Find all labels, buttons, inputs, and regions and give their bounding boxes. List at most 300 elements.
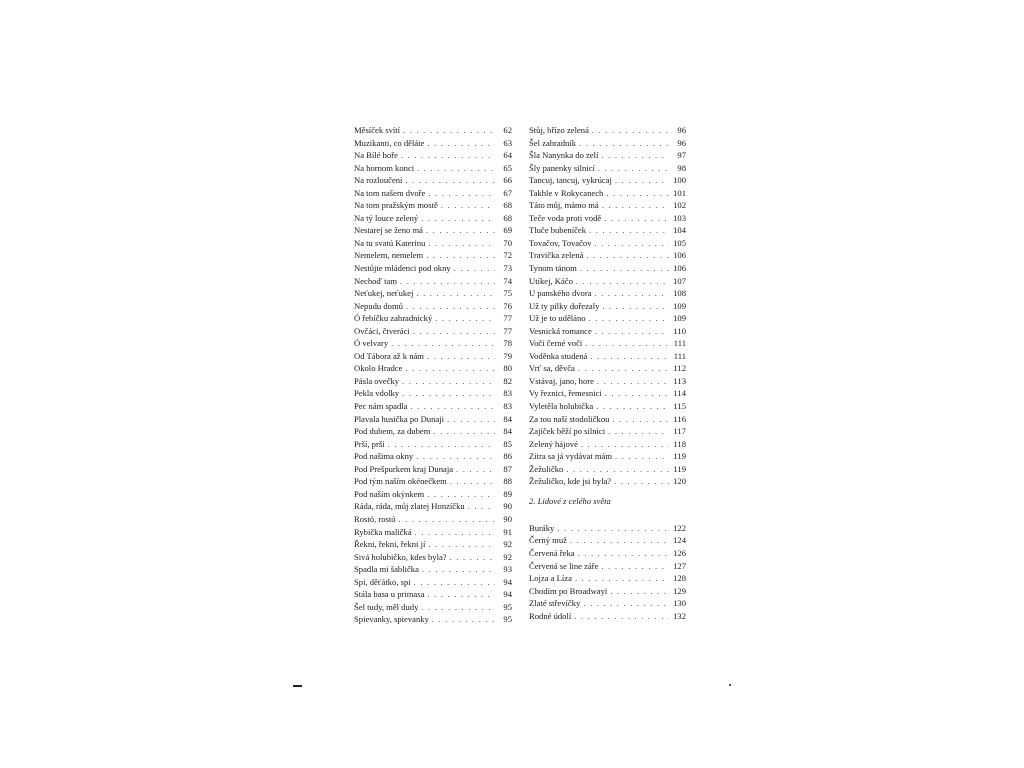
- toc-entry: [529, 350, 686, 363]
- toc-entry: [354, 212, 512, 225]
- entry-page-number: 84: [503, 413, 512, 424]
- toc-entry: [529, 312, 686, 325]
- entry-page-number: 76: [503, 300, 512, 311]
- entry-title: Pec nám spadla: [354, 401, 408, 412]
- entry-page-number: 67: [503, 187, 512, 198]
- entry-title: Nemelem, nemelem: [354, 250, 424, 261]
- entry-page-number: 102: [673, 200, 686, 211]
- toc-entry: [354, 563, 512, 576]
- entry-title: Šly panenky silnicí: [529, 162, 595, 173]
- entry-page-number: 105: [673, 237, 686, 248]
- entry-page-number: 68: [503, 200, 512, 211]
- entry-title: Stála basa u primasa: [354, 589, 425, 600]
- dot-leader: [426, 224, 495, 237]
- entry-title: Žežuličko, kde jsi byla?: [529, 476, 612, 487]
- entry-title: Pásla ovečky: [354, 375, 400, 386]
- toc-entry: [354, 387, 512, 400]
- toc-entry: [354, 488, 512, 501]
- dot-leader: [401, 149, 495, 162]
- entry-page-number: 114: [673, 388, 686, 399]
- dot-leader: [417, 162, 495, 175]
- dot-leader: [592, 124, 669, 137]
- entry-page-number: 97: [677, 150, 686, 161]
- toc-entry: [529, 199, 686, 212]
- entry-page-number: 73: [503, 263, 512, 274]
- entry-title: Ráda, ráda, můj zlatej Honzíčku: [354, 501, 465, 512]
- entry-title: Nechoď tam: [354, 275, 398, 286]
- dot-leader: [596, 400, 669, 413]
- entry-title: Nestarej se ženo má: [354, 225, 423, 236]
- toc-entry: [354, 350, 512, 363]
- toc-entry: [529, 560, 686, 573]
- toc-entry: [354, 526, 512, 539]
- toc-entry: [354, 400, 512, 413]
- entry-title: Vesnická romance: [529, 325, 592, 336]
- entry-title: Nepudu domů: [354, 300, 403, 311]
- entry-title: Lojza a Líza: [529, 573, 572, 584]
- entry-page-number: 90: [503, 501, 512, 512]
- entry-page-number: 132: [673, 610, 686, 621]
- entry-title: Plavala husička po Dunaji: [354, 413, 444, 424]
- entry-title: Řekni, řekni, řekni jí: [354, 539, 426, 550]
- dot-leader: [410, 400, 495, 413]
- entry-page-number: 122: [673, 522, 686, 533]
- toc-entry: [529, 325, 686, 338]
- entry-title: Nestůjte mládenci pod okny: [354, 263, 451, 274]
- entry-title: Šel tudy, měl dudy: [354, 601, 419, 612]
- dot-leader: [612, 413, 669, 426]
- toc-entry: [354, 613, 512, 626]
- toc-entry: [354, 413, 512, 426]
- entry-title: U panského dvora: [529, 288, 592, 299]
- dot-leader: [570, 534, 669, 547]
- toc-entry: [354, 601, 512, 614]
- entry-title: Muzikanti, co děláte: [354, 137, 425, 148]
- entry-title: Ó velvary: [354, 338, 389, 349]
- entry-page-number: 74: [503, 275, 512, 286]
- entry-title: Už ty pilky dořezaly: [529, 300, 600, 311]
- entry-page-number: 69: [503, 225, 512, 236]
- entry-page-number: 66: [503, 175, 512, 186]
- dot-leader: [402, 387, 495, 400]
- toc-entry: [354, 513, 512, 526]
- toc-entry: [529, 149, 686, 162]
- entry-page-number: 117: [673, 426, 686, 437]
- entry-title: Na tu svatú Katerinu: [354, 237, 426, 248]
- entry-title: Pod naším okýnkem: [354, 488, 425, 499]
- entry-page-number: 106: [673, 263, 686, 274]
- entry-title: Stůj, břízo zelená: [529, 125, 589, 135]
- dot-leader: [432, 613, 495, 626]
- toc-entry: [354, 450, 512, 463]
- dot-leader: [589, 312, 669, 325]
- toc-entry: [354, 337, 512, 350]
- toc-entry: [354, 475, 512, 488]
- dot-leader: [426, 249, 495, 262]
- entry-page-number: 110: [673, 325, 686, 336]
- toc-entry: [354, 224, 512, 237]
- toc-entry: [529, 124, 686, 137]
- entry-page-number: 90: [503, 513, 512, 524]
- toc-entry: [529, 463, 686, 476]
- dot-leader: [468, 500, 495, 513]
- dot-leader: [590, 350, 669, 363]
- dot-leader: [595, 237, 669, 250]
- dot-leader: [586, 249, 669, 262]
- entry-title: Pod Prešpurkem kraj Dunaja: [354, 463, 454, 474]
- dot-leader: [441, 199, 495, 212]
- dot-leader: [606, 187, 669, 200]
- dot-leader: [428, 187, 495, 200]
- toc-entry: [354, 576, 512, 589]
- entry-title: Zítra sa já vydávat mám: [529, 451, 613, 462]
- dot-leader: [604, 212, 669, 225]
- entry-title: Spievanky, spievanky: [354, 614, 429, 625]
- dot-leader: [421, 601, 495, 614]
- entry-title: Měsíček svítí: [354, 125, 401, 135]
- entry-page-number: 72: [503, 250, 512, 261]
- entry-title: Tovačov, Tovačov: [529, 237, 592, 248]
- toc-entry: [529, 262, 686, 275]
- dot-leader: [578, 547, 669, 560]
- dot-leader: [615, 174, 669, 187]
- toc-entry: [529, 337, 686, 350]
- dot-leader: [391, 337, 495, 350]
- entry-page-number: 127: [673, 560, 686, 571]
- entry-title: Tancuj, tancuj, vykrúcaj: [529, 175, 612, 186]
- entry-page-number: 104: [673, 225, 686, 236]
- entry-title: Vyletěla holubička: [529, 401, 594, 412]
- toc-entry: [529, 610, 686, 623]
- entry-title: Šla Nanynka do zelí: [529, 150, 599, 161]
- entry-page-number: 92: [503, 539, 512, 550]
- toc-entry: [529, 300, 686, 313]
- toc-entry: [529, 534, 686, 547]
- entry-title: Tluče bubeníček: [529, 225, 587, 236]
- toc-entry: [354, 149, 512, 162]
- dot-leader: [403, 124, 495, 137]
- dot-leader: [581, 438, 669, 451]
- dot-leader: [566, 463, 669, 476]
- toc-right-column: [529, 124, 686, 622]
- entry-page-number: 94: [503, 576, 512, 587]
- entry-page-number: 64: [503, 150, 512, 161]
- toc-entry: [354, 325, 512, 338]
- dot-leader: [399, 513, 495, 526]
- entry-title: Červená se line záře: [529, 560, 599, 571]
- dot-leader: [415, 526, 495, 539]
- entry-page-number: 101: [673, 187, 686, 198]
- toc-entry: [354, 187, 512, 200]
- entry-page-number: 112: [673, 363, 686, 374]
- toc-entry: [529, 212, 686, 225]
- entry-page-number: 70: [503, 237, 512, 248]
- entry-title: Za tou naší stodoličkou: [529, 413, 610, 424]
- dot-leader: [427, 137, 495, 150]
- entry-page-number: 62: [503, 125, 512, 135]
- entry-page-number: 129: [673, 585, 686, 596]
- dot-leader: [400, 275, 495, 288]
- dot-leader: [428, 538, 495, 551]
- entry-title: Zelený hájové: [529, 438, 578, 449]
- entry-title: Utíkej, Káčo: [529, 275, 573, 286]
- dot-leader: [405, 362, 495, 375]
- dot-leader: [595, 325, 669, 338]
- section-heading: 2. Lidové z celého světa: [529, 495, 611, 506]
- toc-entry: [354, 463, 512, 476]
- dot-leader: [575, 572, 669, 585]
- entry-page-number: 80: [503, 363, 512, 374]
- entry-title: Pod dubem, za dubem: [354, 426, 431, 437]
- toc-list: [354, 124, 512, 626]
- entry-title: Teče voda proti vodě: [529, 212, 602, 223]
- dot-leader: [557, 522, 669, 535]
- entry-page-number: 87: [503, 463, 512, 474]
- entry-page-number: 83: [503, 401, 512, 412]
- entry-title: Takhle v Rokycanech: [529, 187, 604, 198]
- entry-title: Pod našima okny: [354, 451, 414, 462]
- entry-title: Táto můj, mámo má: [529, 200, 599, 211]
- toc-entry: [529, 287, 686, 300]
- dot-leader: [602, 199, 669, 212]
- toc-entry: [529, 249, 686, 262]
- toc-entry: [529, 585, 686, 598]
- toc-entry: [529, 450, 686, 463]
- dot-leader: [427, 488, 495, 501]
- toc-entry: [354, 500, 512, 513]
- dot-leader: [601, 149, 669, 162]
- entry-page-number: 93: [503, 564, 512, 575]
- entry-page-number: 96: [677, 137, 686, 148]
- toc-entry: [354, 124, 512, 137]
- entry-page-number: 119: [673, 463, 686, 474]
- dot-leader: [428, 237, 495, 250]
- toc-entry: [529, 187, 686, 200]
- dot-leader: [405, 174, 495, 187]
- toc-entry: [529, 522, 686, 535]
- dot-leader: [597, 375, 669, 388]
- toc-entry: [354, 237, 512, 250]
- entry-page-number: 79: [503, 350, 512, 361]
- entry-title: Zajíček běží po silnici: [529, 426, 606, 437]
- entry-page-number: 63: [503, 137, 512, 148]
- entry-page-number: 130: [673, 598, 686, 609]
- entry-page-number: 108: [673, 288, 686, 299]
- dot-leader: [450, 551, 495, 564]
- dot-leader: [454, 262, 495, 275]
- dot-leader: [421, 212, 495, 225]
- dot-leader: [602, 300, 669, 313]
- entry-title: Okolo Hradce: [354, 363, 403, 374]
- toc-entry: [529, 425, 686, 438]
- toc-entry: [529, 375, 686, 388]
- entry-page-number: 124: [673, 535, 686, 546]
- entry-page-number: 86: [503, 451, 512, 462]
- toc-entry: [354, 538, 512, 551]
- toc-list: [529, 124, 686, 488]
- toc-entry: [354, 137, 512, 150]
- entry-page-number: 103: [673, 212, 686, 223]
- entry-title: Rodné údolí: [529, 610, 572, 621]
- toc-entry: [354, 588, 512, 601]
- dot-leader: [595, 287, 669, 300]
- dot-leader: [605, 387, 669, 400]
- entry-page-number: 116: [673, 413, 686, 424]
- toc-entry: [529, 438, 686, 451]
- dot-leader: [608, 425, 669, 438]
- entry-page-number: 91: [503, 526, 512, 537]
- dot-leader: [589, 224, 669, 237]
- entry-title: Travička zelená: [529, 250, 584, 261]
- toc-entry: [529, 400, 686, 413]
- toc-entry: [529, 547, 686, 560]
- entry-page-number: 120: [673, 476, 686, 487]
- dot-leader: [583, 597, 669, 610]
- entry-title: Ó řebíčku zahradnický: [354, 313, 433, 324]
- toc-entry: [529, 275, 686, 288]
- entry-page-number: 92: [503, 551, 512, 562]
- toc-entry: [354, 375, 512, 388]
- entry-page-number: 89: [503, 488, 512, 499]
- entry-title: Rostó, rostó: [354, 513, 396, 524]
- dot-leader: [610, 585, 669, 598]
- entry-title: Na tom našem dvoře: [354, 187, 426, 198]
- dot-leader: [598, 162, 669, 175]
- dot-leader: [447, 413, 495, 426]
- entry-title: Ovčáci, čtveráci: [354, 325, 410, 336]
- entry-page-number: 118: [673, 438, 686, 449]
- toc-entry: [354, 362, 512, 375]
- entry-page-number: 96: [677, 125, 686, 135]
- entry-page-number: 107: [673, 275, 686, 286]
- dot-leader: [576, 275, 669, 288]
- entry-page-number: 109: [673, 300, 686, 311]
- dot-leader: [422, 563, 495, 576]
- entry-title: Vy řeznici, řemesnici: [529, 388, 602, 399]
- entry-title: Červená řeka: [529, 547, 575, 558]
- dot-leader: [433, 425, 495, 438]
- entry-page-number: 82: [503, 375, 512, 386]
- toc-entry: [529, 387, 686, 400]
- entry-page-number: 65: [503, 162, 512, 173]
- entry-page-number: 126: [673, 547, 686, 558]
- entry-title: Tynom tánom: [529, 263, 577, 274]
- entry-title: Od Tábora až k nám: [354, 350, 424, 361]
- dot-leader: [427, 588, 495, 601]
- entry-title: Zlaté střevíčky: [529, 598, 581, 609]
- entry-page-number: 106: [673, 250, 686, 261]
- dot-leader: [578, 362, 669, 375]
- dot-leader: [413, 325, 495, 338]
- toc-entry: [354, 287, 512, 300]
- entry-title: Buráky: [529, 522, 555, 533]
- entry-page-number: 83: [503, 388, 512, 399]
- entry-page-number: 77: [503, 313, 512, 324]
- dot-leader: [580, 262, 669, 275]
- entry-page-number: 78: [503, 338, 512, 349]
- entry-page-number: 77: [503, 325, 512, 336]
- dot-leader: [456, 463, 495, 476]
- entry-title: Na hornom konci: [354, 162, 415, 173]
- entry-page-number: 111: [673, 338, 686, 349]
- entry-title: Na Bílé hoře: [354, 150, 398, 161]
- page-mark: [729, 684, 731, 686]
- dot-leader: [427, 350, 495, 363]
- toc-entry: [529, 413, 686, 426]
- dot-leader: [402, 375, 495, 388]
- toc-entry: [354, 438, 512, 451]
- entry-page-number: 111: [673, 350, 686, 361]
- entry-page-number: 95: [503, 601, 512, 612]
- toc-entry: [529, 475, 686, 488]
- entry-page-number: 68: [503, 212, 512, 223]
- toc-left-column: [354, 124, 512, 626]
- dot-leader: [601, 560, 669, 573]
- dot-leader: [574, 610, 669, 623]
- entry-page-number: 119: [673, 451, 686, 462]
- dot-leader: [450, 475, 495, 488]
- entry-page-number: 115: [673, 401, 686, 412]
- dot-leader: [585, 337, 669, 350]
- entry-page-number: 128: [673, 573, 686, 584]
- entry-title: Prší, prší: [354, 438, 385, 449]
- toc-entry: [354, 312, 512, 325]
- dot-leader: [615, 450, 669, 463]
- entry-page-number: 98: [677, 162, 686, 173]
- toc-entry: [529, 572, 686, 585]
- dot-leader: [388, 438, 495, 451]
- entry-page-number: 94: [503, 589, 512, 600]
- entry-page-number: 88: [503, 476, 512, 487]
- entry-title: Na tý louce zelený: [354, 212, 419, 223]
- entry-title: Vstávaj, jano, hore: [529, 375, 594, 386]
- entry-title: Neťukej, neťukej: [354, 288, 414, 299]
- entry-title: Spi, děťátko, spi: [354, 576, 411, 587]
- toc-entry: [354, 162, 512, 175]
- entry-title: Šel zahradník: [529, 137, 577, 148]
- entry-title: Vrť sa, děvča: [529, 363, 575, 374]
- dot-leader: [435, 312, 495, 325]
- toc-entry: [354, 551, 512, 564]
- toc-entry: [354, 249, 512, 262]
- entry-page-number: 109: [673, 313, 686, 324]
- toc-entry: [354, 199, 512, 212]
- toc-entry: [354, 174, 512, 187]
- toc-entry: [354, 262, 512, 275]
- dot-leader: [414, 576, 495, 589]
- toc-entry: [529, 174, 686, 187]
- toc-entry: [529, 362, 686, 375]
- entry-page-number: 84: [503, 426, 512, 437]
- dot-leader: [579, 137, 669, 150]
- entry-page-number: 85: [503, 438, 512, 449]
- entry-title: Už je to uděláno: [529, 313, 586, 324]
- entry-title: Chodím po Broadwayi: [529, 585, 608, 596]
- toc-entry: [529, 237, 686, 250]
- toc-entry: [354, 275, 512, 288]
- entry-page-number: 100: [673, 175, 686, 186]
- toc-list: [529, 522, 686, 622]
- entry-page-number: 75: [503, 288, 512, 299]
- entry-title: Spadla mi šablička: [354, 564, 419, 575]
- entry-title: Sivá holubičko, kdes byla?: [354, 551, 447, 562]
- dot-leader: [406, 300, 495, 313]
- entry-title: Pekla vdolky: [354, 388, 400, 399]
- entry-title: Pod tým naším okénečkem: [354, 476, 447, 487]
- toc-entry: [529, 162, 686, 175]
- entry-title: Na rozloučení: [354, 175, 403, 186]
- toc-entry: [529, 597, 686, 610]
